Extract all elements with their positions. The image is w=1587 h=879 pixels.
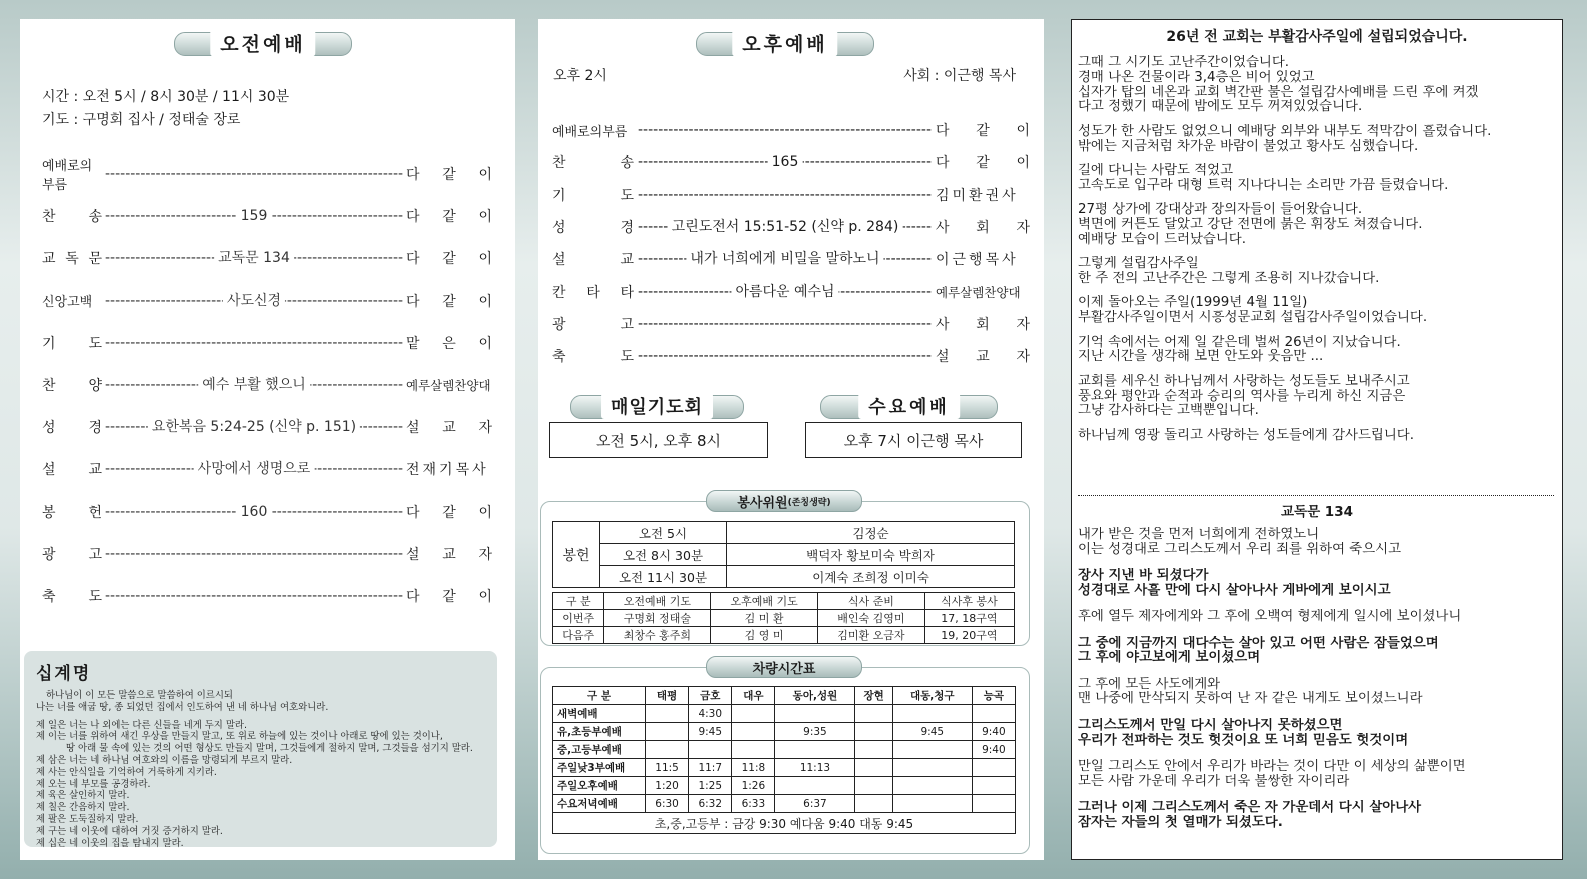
table-cell: 식사후 봉사	[924, 593, 1014, 610]
order-label: 설 교	[552, 252, 634, 269]
table-row	[553, 759, 1016, 777]
responsive-line: 맨 나중에 만삭되지 못하여 난 자 같은 내게도 보이셨느니라	[1078, 691, 1423, 707]
leader-dots	[105, 206, 403, 226]
order-presenter: 다 같 이	[406, 167, 492, 183]
table-row	[553, 610, 1015, 627]
daily-prayer-time: 오전 5시, 오후 8시	[549, 422, 768, 458]
table-cell: 17, 18구역	[924, 610, 1014, 627]
story-line: 27평 상가에 강대상과 장의자들이 들어왔습니다.	[1078, 202, 1363, 218]
order-row	[42, 502, 492, 522]
ten-commandments-box	[24, 651, 497, 847]
order-row	[42, 159, 492, 193]
commandment-line: 제 일은 너는 나 외에는 다른 신들을 네게 두지 말라.	[36, 719, 247, 731]
table-cell	[855, 723, 892, 741]
wednesday-time: 오후 7시 이근행 목사	[805, 422, 1022, 458]
table-cell: 구명회 정태술	[604, 610, 711, 627]
commandment-line: 제 사는 안식일을 기억하여 거룩하게 지키라.	[36, 766, 217, 778]
table-cell	[855, 741, 892, 759]
table-cell: 구 분	[553, 593, 604, 610]
leader-dots	[638, 185, 932, 205]
afternoon-service-panel	[538, 19, 1044, 860]
shuttle-title: 차량시간표	[752, 661, 816, 677]
order-content: ----- 사도신경	[223, 291, 285, 311]
order-presenter: 다 같 이	[406, 504, 492, 521]
table-row	[553, 705, 1016, 723]
table-cell: 장현	[855, 687, 892, 705]
morning-title: 오전예배	[210, 29, 315, 56]
table-row	[553, 741, 1016, 759]
table-cell: 수요저녁예배	[553, 795, 646, 813]
volunteers-title: 봉사위원	[737, 495, 788, 511]
responsive-line: 이는 성경대로 그리스도께서 우리 죄를 위하여 죽으시고	[1078, 541, 1402, 557]
table-cell: 능곡	[972, 687, 1015, 705]
table-cell: 9:35	[775, 723, 855, 741]
order-content: ----- 교독문 134	[214, 248, 294, 268]
commandment-line: 하나님이 이 모든 말씀으로 말씀하여 이르시되	[46, 690, 233, 701]
table-cell: 9:40	[972, 741, 1015, 759]
responsive-line: 잠자는 자들의 첫 열매가 되셨도다.	[1078, 814, 1283, 830]
commandment-line: 제 칠은 간음하지 말라.	[36, 802, 130, 814]
story-line: 풍요와 평안과 순적과 승리의 역사를 누리게 하신 지금은	[1078, 388, 1406, 404]
table-cell: 오전 11시 30분	[600, 566, 727, 588]
table-cell: 11:8	[732, 759, 775, 777]
responsive-line: 후에 열두 제자에게와 그 후에 오백여 형제에게 일시에 보이셨나니	[1078, 609, 1462, 625]
order-label: 성 경	[42, 420, 102, 437]
table-cell: 9:45	[689, 723, 732, 741]
order-label: 광 고	[552, 316, 634, 333]
order-presenter: 전재기목사	[406, 462, 489, 479]
table-cell	[855, 759, 892, 777]
divider	[1078, 495, 1554, 496]
table-cell: 11:5	[646, 759, 689, 777]
order-presenter: 다 같 이	[936, 123, 1030, 139]
order-content: ----- 내가 너희에게 비밀을 말하노니	[686, 249, 883, 269]
commandment-line: 제 팔은 도둑질하지 말라.	[36, 814, 139, 825]
order-content: ----- 159	[237, 206, 272, 226]
table-cell	[892, 777, 972, 795]
table-cell	[892, 795, 972, 813]
table-cell	[892, 705, 972, 723]
table-cell	[646, 705, 689, 723]
table-cell	[972, 795, 1015, 813]
commandment-line: 제 구는 네 이웃에 대하여 거짓 증거하지 말라.	[36, 825, 223, 837]
order-presenter: 설 교 자	[406, 546, 492, 563]
wednesday-title: 수요예배	[858, 393, 960, 419]
daily-prayer-pill	[570, 395, 744, 419]
order-label: 찬 송	[552, 155, 634, 172]
table-cell: 6:33	[732, 795, 775, 813]
table-cell: 주일오후예배	[553, 777, 646, 795]
order-presenter: 맡 은 이	[406, 335, 492, 352]
order-row	[552, 346, 1030, 366]
table-cell: 유,초등부예배	[553, 723, 646, 741]
order-label: 봉 헌	[42, 504, 102, 521]
order-presenter: 사 회 자	[936, 316, 1030, 333]
order-presenter: 예루살렘찬양대	[406, 378, 491, 393]
volunteers-pill	[706, 490, 862, 512]
leader-dots	[105, 248, 403, 268]
order-label: 광 고	[42, 546, 102, 563]
daily-prayer-title: 매일기도회	[601, 393, 713, 419]
story-line: 교회를 세우신 하나님께서 사랑하는 성도들도 보내주시고	[1078, 373, 1410, 389]
commandment-line: 제 오는 네 부모를 공경하라.	[36, 778, 151, 790]
order-row	[552, 314, 1030, 334]
duty-table	[552, 592, 1015, 644]
table-cell: 이번주	[553, 610, 604, 627]
responsive-line: 만일 그리스도 안에서 우리가 바라는 것이 다만 이 세상의 삶뿐이면	[1078, 758, 1466, 774]
table-cell: 9:40	[972, 723, 1015, 741]
morning-prayer: 기도 : 구명회 집사 / 정태술 장로	[42, 112, 241, 128]
leader-dots	[105, 417, 403, 437]
table-cell: 구 분	[553, 687, 646, 705]
leader-dots	[105, 333, 403, 353]
shuttle-table	[552, 686, 1016, 834]
table-cell	[972, 777, 1015, 795]
leader-dots	[638, 282, 932, 302]
table-cell: 중,고등부예배	[553, 741, 646, 759]
story-line: 이제 돌아오는 주일(1999년 4월 11일)	[1078, 295, 1308, 311]
story-title: 26년 전 교회는 부활감사주일에 설립되었습니다.	[1166, 29, 1468, 45]
story-line: 기억 속에서는 어제 일 같은데 벌써 26년이 지났습니다.	[1078, 334, 1401, 350]
afternoon-title-pill	[696, 32, 874, 56]
leader-dots	[638, 249, 932, 269]
story-line: 한 주 전의 고난주간은 그렇게 조용히 지나갔습니다.	[1078, 271, 1380, 286]
leader-dots	[638, 217, 932, 237]
table-cell	[732, 705, 775, 723]
order-label: 찬 양	[42, 378, 102, 394]
responsive-line: 내가 받은 것을 먼저 너희에게 전하였노니	[1078, 527, 1320, 542]
leader-dots	[105, 544, 403, 564]
order-presenter: 다 같 이	[936, 155, 1030, 172]
table-cell: 김 영 미	[711, 627, 818, 644]
table-row	[553, 777, 1016, 795]
order-row	[552, 185, 1030, 205]
order-presenter: 김미환권사	[936, 187, 1019, 204]
commandment-line: 땅 아래 물 속에 있는 것의 어떤 형상도 만들지 말며, 그것들에게 절하지 말며, 그것들을 섬기지 말라.	[66, 743, 473, 755]
leader-dots	[105, 164, 403, 184]
order-content: ----- 아름다운 예수님	[731, 282, 838, 302]
table-cell: 이계숙 조희정 이미숙	[727, 566, 1015, 588]
table-cell: 오전 5시	[600, 522, 727, 544]
afternoon-title: 오후예배	[732, 29, 837, 56]
table-cell	[855, 705, 892, 723]
commandment-line: 제 육은 살인하지 말라.	[36, 790, 130, 802]
table-cell: 김정순	[727, 522, 1015, 544]
table-cell	[732, 741, 775, 759]
table-row	[553, 544, 1015, 566]
order-presenter: 다 같 이	[406, 293, 492, 310]
table-cell: 동아,성원	[775, 687, 855, 705]
table-cell: 오전예배 기도	[604, 593, 711, 610]
shuttle-footer: 초,중,고등부 : 금강 9:30 예다움 9:40 대동 9:45	[553, 813, 1016, 834]
story-line: 성도가 한 사람도 없었으니 예배당 외부와 내부도 적막감이 흘렀습니다.	[1078, 123, 1492, 139]
table-cell: 김 미 환	[711, 610, 818, 627]
responsive-line: 그 중에 지금까지 대다수는 살아 있고 어떤 사람은 잠들었으며	[1078, 635, 1439, 651]
table-row	[553, 522, 1015, 544]
order-label: 찬 송	[42, 209, 102, 226]
responsive-line: 모든 사람 가운데 우리가 더욱 불쌍한 자이리라	[1078, 773, 1350, 789]
story-line: 그냥 감사하다는 고백뿐입니다.	[1078, 403, 1259, 419]
table-cell: 최창수 홍주희	[604, 627, 711, 644]
leader-dots	[105, 586, 403, 606]
order-label: 칸 타 타	[552, 284, 634, 301]
table-cell: 식사 준비	[818, 593, 925, 610]
leader-dots	[105, 459, 403, 479]
table-row	[553, 723, 1016, 741]
table-row	[553, 795, 1016, 813]
order-label: 예배로의부름	[42, 159, 93, 193]
order-content: ----- 요한복음 5:24-25 (신약 p. 151)	[148, 417, 360, 437]
story-line: 경매 나온 건물이라 3,4층은 비어 있었고	[1078, 69, 1315, 85]
story-panel	[1071, 19, 1563, 860]
table-cell: 1:26	[732, 777, 775, 795]
story-line: 지난 시간을 생각해 보면 안도와 웃음만 ...	[1078, 349, 1324, 365]
responsive-line: 그리스도께서 만일 다시 살아나지 못하셨으면	[1078, 717, 1343, 733]
order-presenter: 설 교 자	[406, 420, 492, 437]
responsive-line: 그러나 이제 그리스도께서 죽은 자 가운데서 다시 살아나사	[1078, 799, 1422, 815]
responsive-line: 그 후에 야고보에게 보이셨으며	[1078, 650, 1261, 666]
table-cell: 4:30	[689, 705, 732, 723]
table-cell	[732, 723, 775, 741]
table-cell: 대우	[732, 687, 775, 705]
morning-service-panel	[20, 19, 515, 860]
table-cell	[775, 741, 855, 759]
leader-dots	[105, 375, 403, 395]
table-cell: 6:37	[775, 795, 855, 813]
table-header-row	[553, 593, 1015, 610]
table-cell	[775, 777, 855, 795]
order-presenter: 예루살렘찬양대	[936, 284, 1021, 300]
table-cell: 6:30	[646, 795, 689, 813]
story-line: 예배당 모습이 드러났습니다.	[1078, 231, 1246, 247]
afternoon-host: 사회 : 이근행 목사	[903, 68, 1016, 84]
order-presenter: 사 회 자	[936, 219, 1030, 236]
table-cell: 오전 8시 30분	[600, 544, 727, 566]
story-line: 길에 다니는 사람도 적었고	[1078, 163, 1234, 178]
order-row	[552, 152, 1030, 172]
table-cell: 19, 20구역	[924, 627, 1014, 644]
order-presenter: 이근행목사	[936, 252, 1019, 269]
order-content: ----- 고린도전서 15:51-52 (신약 p. 284)	[668, 217, 903, 237]
table-cell	[972, 759, 1015, 777]
commandment-line: 제 삼은 너는 네 하나님 여호와의 이름을 망령되게 부르지 말라.	[36, 755, 293, 766]
table-cell: 대동,청구	[892, 687, 972, 705]
order-presenter: 설 교 자	[936, 349, 1030, 366]
story-line: 부활감사주일이면서 시흥성문교회 설립감사주일이었습니다.	[1078, 310, 1428, 326]
commandment-line: 제 십은 네 이웃의 집을 탐내지 말라.	[36, 837, 184, 849]
responsive-title: 교독문 134	[1280, 504, 1353, 520]
table-header-row	[553, 687, 1016, 705]
offering-table	[552, 521, 1015, 588]
table-cell: 1:25	[689, 777, 732, 795]
story-line: 벽면에 커튼도 달았고 강단 전면에 붉은 휘장도 쳐졌습니다.	[1078, 217, 1423, 232]
story-line: 다고 정했기 때문에 밤에도 모두 꺼져있었습니다.	[1078, 99, 1363, 115]
story-line: 그때 그 시기도 고난주간이었습니다.	[1078, 55, 1290, 70]
order-row	[552, 249, 1030, 269]
order-row	[42, 206, 492, 226]
order-row	[42, 375, 492, 395]
morning-time: 시간 : 오전 5시 / 8시 30분 / 11시 30분	[42, 89, 290, 105]
table-cell	[892, 741, 972, 759]
order-label: 교 독 문	[42, 251, 102, 268]
table-cell: 11:7	[689, 759, 732, 777]
table-cell	[972, 705, 1015, 723]
order-row	[42, 459, 492, 479]
order-row	[552, 217, 1030, 237]
wednesday-pill	[820, 395, 998, 419]
table-cell: 1:20	[646, 777, 689, 795]
leader-dots	[105, 502, 403, 522]
order-label: 성 경	[552, 219, 634, 236]
table-cell: 배인숙 김영미	[818, 610, 925, 627]
story-line: 그렇게 설립감사주일	[1078, 256, 1199, 272]
order-content: ----- 160	[237, 502, 272, 522]
offering-label: 봉헌	[553, 522, 600, 588]
table-cell: 백덕자 황보미숙 박희자	[727, 544, 1015, 566]
table-cell: 6:32	[689, 795, 732, 813]
order-row	[42, 586, 492, 606]
table-cell: 태평	[646, 687, 689, 705]
commandments-title: 십계명	[36, 664, 92, 684]
story-line: 십자가 탑의 네온과 교회 벽간판 불은 설립감사예배를 드린 후에 켜겠	[1078, 84, 1479, 100]
table-cell: 김미환 오금자	[818, 627, 925, 644]
order-label: 축 도	[552, 349, 634, 366]
table-cell	[892, 759, 972, 777]
table-cell: 다음주	[553, 627, 604, 644]
order-presenter: 다 같 이	[406, 589, 492, 605]
responsive-line: 그 후에 모든 사도에게와	[1078, 676, 1221, 692]
table-cell	[689, 741, 732, 759]
order-row	[42, 333, 492, 353]
commandment-line: 제 이는 너를 위하여 새긴 우상을 만들지 말고, 또 위로 하늘에 있는 것이나 아래로 땅에 있는 것이나,	[36, 731, 443, 743]
table-cell: 오후예배 기도	[711, 593, 818, 610]
table-cell	[646, 741, 689, 759]
commandment-line: 나는 너를 애굽 땅, 종 되었던 집에서 인도하여 낸 네 하나님 여호와니라.	[36, 701, 329, 713]
responsive-line: 장사 지낸 바 되셨다가	[1078, 568, 1209, 584]
table-cell	[646, 723, 689, 741]
leader-dots	[638, 152, 932, 172]
order-label: 축 도	[42, 589, 102, 605]
order-row	[42, 544, 492, 564]
volunteers-title-note: (존칭생략)	[787, 497, 831, 508]
responsive-line: 우리가 전파하는 것도 헛것이요 또 너희 믿음도 헛것이며	[1078, 732, 1409, 748]
table-cell	[775, 705, 855, 723]
order-content: ----- 사망에서 생명으로	[194, 459, 315, 479]
story-line: 밖에는 지금처럼 차가운 바람이 불었고 황사도 심했습니다.	[1078, 138, 1419, 154]
order-label: 기 도	[42, 335, 102, 352]
story-line: 고속도로 입구라 대형 트럭 지나다니는 소리만 가끔 들렸습니다.	[1078, 177, 1449, 193]
order-content: ----- 165	[768, 152, 803, 172]
order-presenter: 다 같 이	[406, 251, 492, 268]
responsive-line: 성경대로 사흘 만에 다시 살아나사 게바에게 보이시고	[1078, 582, 1391, 598]
order-label: 예배로의부름	[552, 124, 628, 140]
table-cell	[855, 795, 892, 813]
order-row	[42, 248, 492, 268]
table-cell: 11:13	[775, 759, 855, 777]
table-row	[553, 566, 1015, 588]
table-cell	[855, 777, 892, 795]
table-cell: 금호	[689, 687, 732, 705]
order-presenter: 다 같 이	[406, 209, 492, 226]
table-cell: 9:45	[892, 723, 972, 741]
order-label: 신앙고백	[42, 295, 93, 311]
leader-dots	[638, 314, 932, 334]
table-cell: 주일낮3부예배	[553, 759, 646, 777]
order-content: ----- 예수 부활 했으니	[198, 375, 310, 395]
order-label: 설 교	[42, 462, 102, 479]
order-row	[552, 120, 1030, 140]
order-row	[42, 291, 492, 311]
leader-dots	[638, 120, 932, 140]
morning-title-pill	[174, 32, 352, 56]
table-row	[553, 627, 1015, 644]
afternoon-time: 오후 2시	[553, 68, 607, 84]
table-cell: 새벽예배	[553, 705, 646, 723]
leader-dots	[105, 291, 403, 311]
story-line: 하나님께 영광 돌리고 사랑하는 성도들에게 감사드립니다.	[1078, 427, 1414, 443]
shuttle-pill	[706, 656, 862, 678]
order-row	[552, 282, 1030, 302]
order-label: 기 도	[552, 187, 634, 204]
leader-dots	[638, 346, 932, 366]
order-row	[42, 417, 492, 437]
